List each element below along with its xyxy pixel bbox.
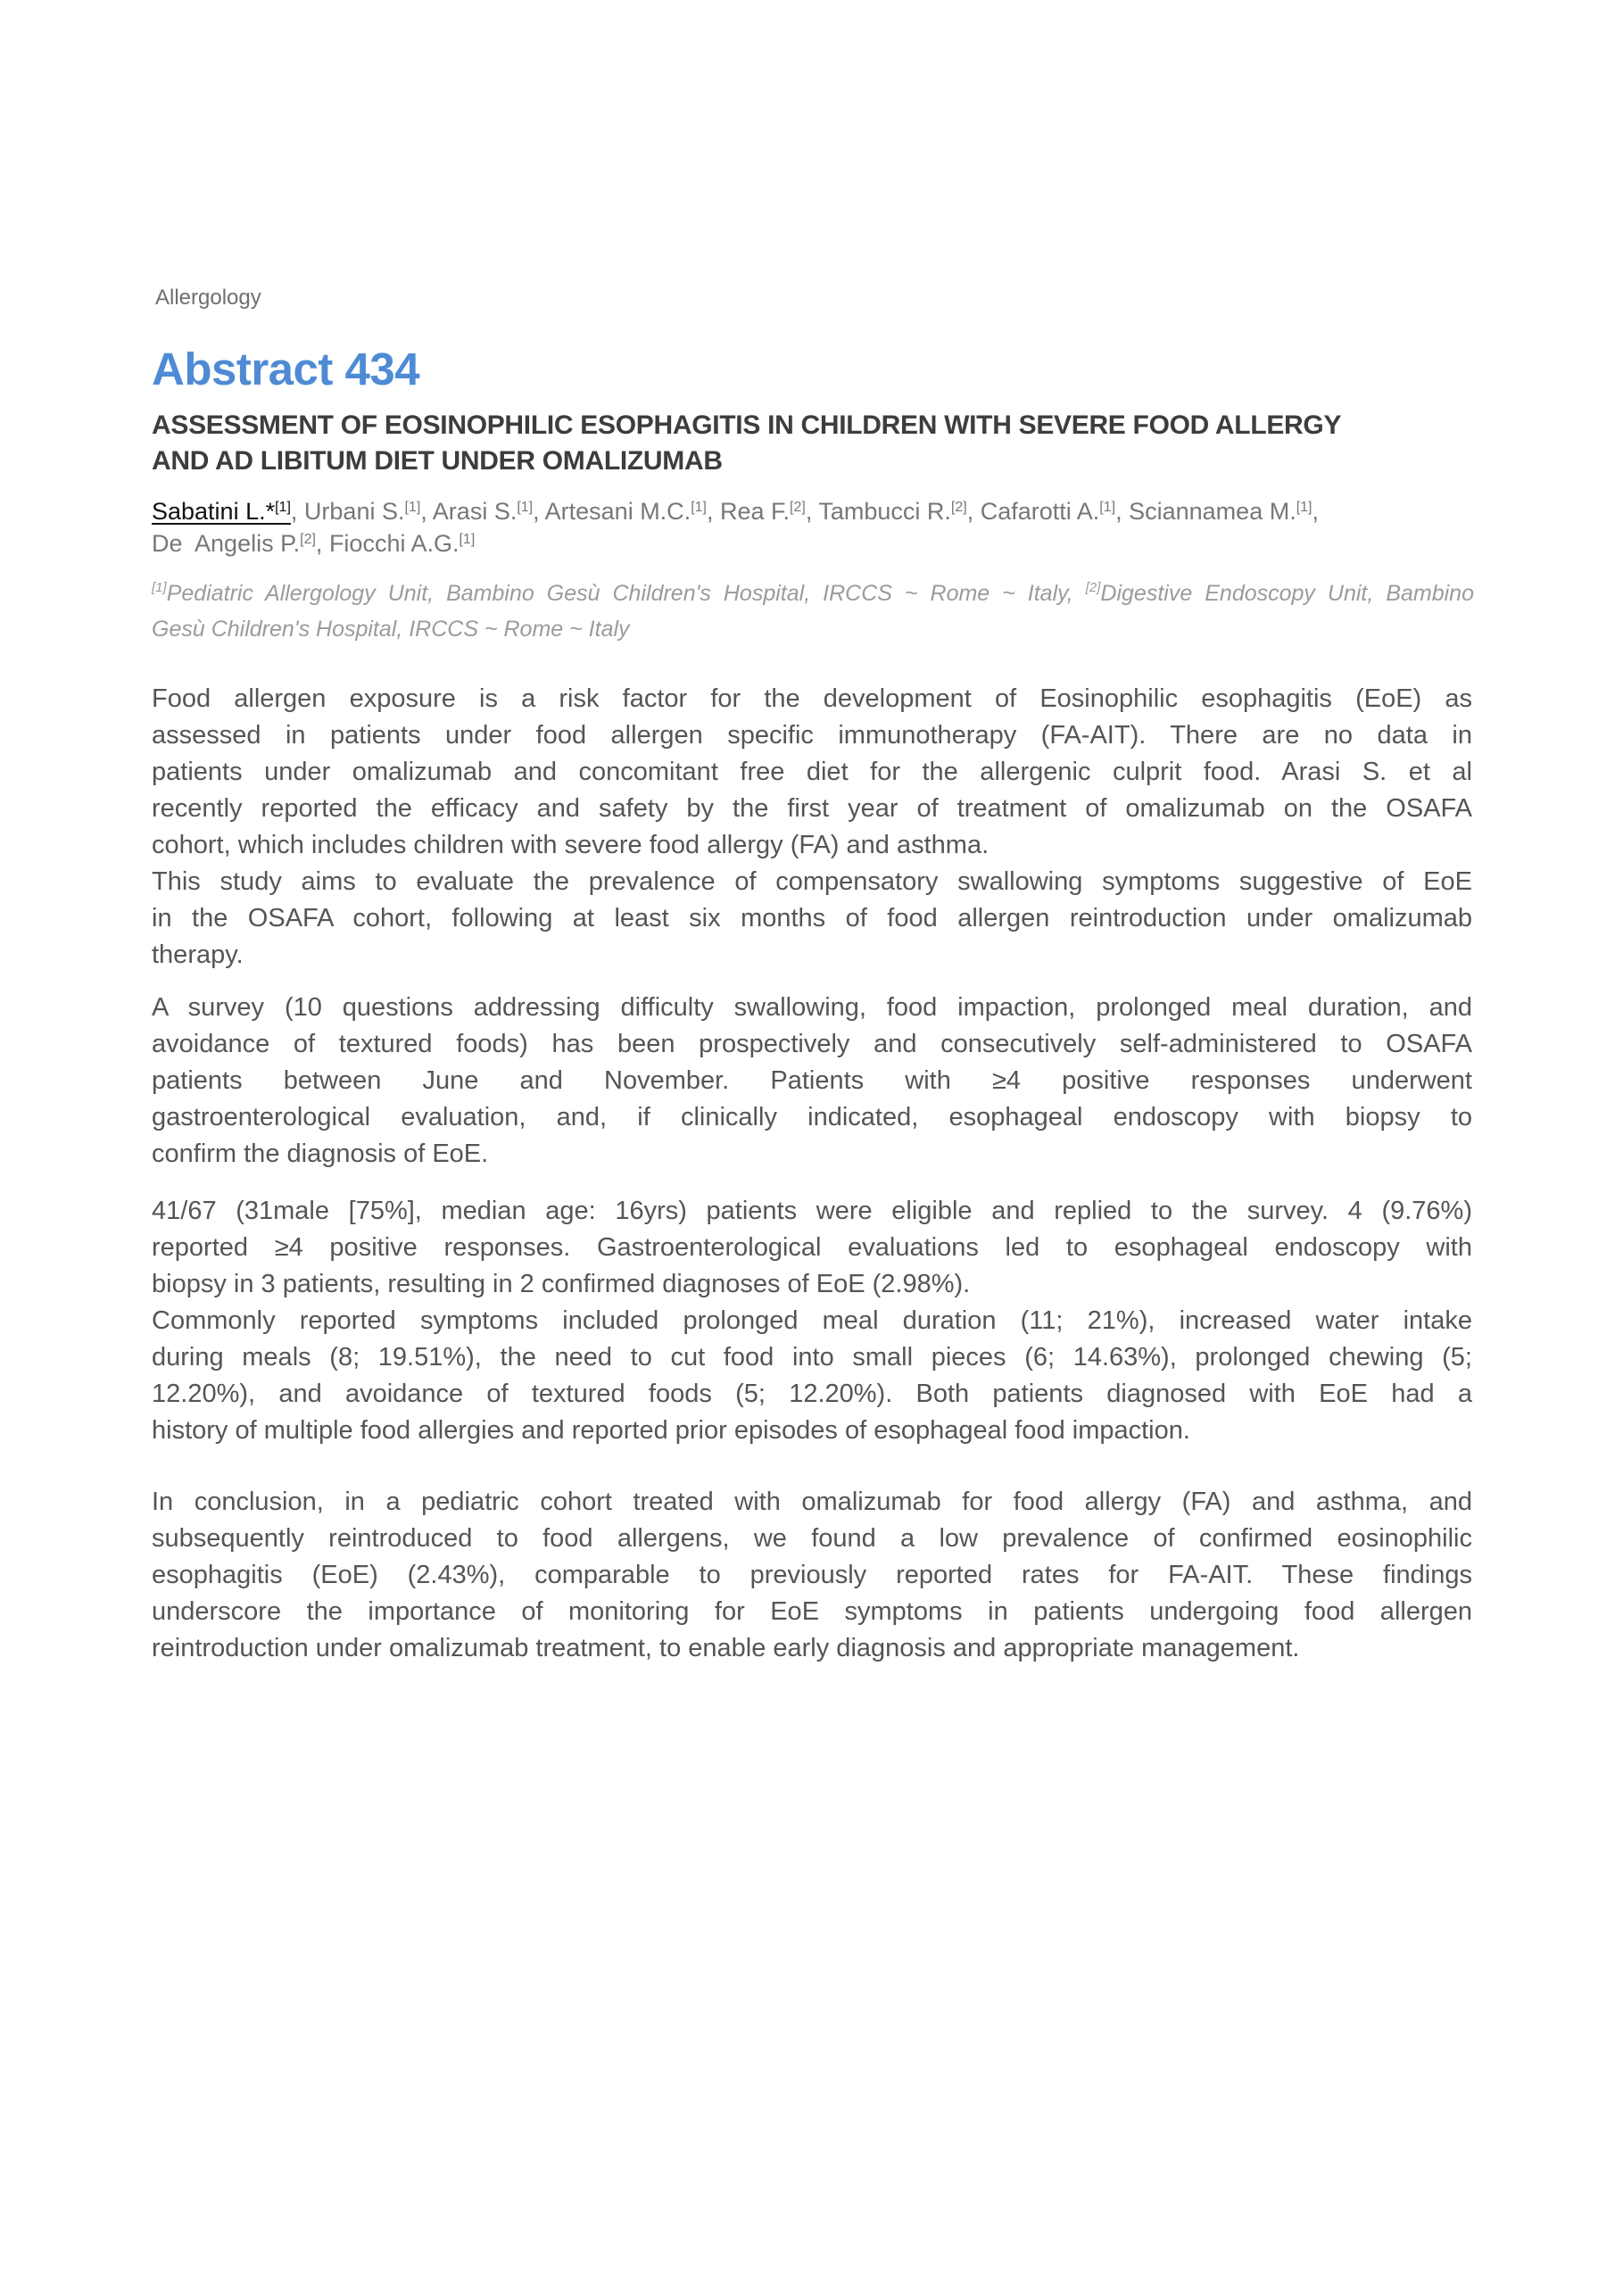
paragraph-line: history of multiple food allergies and reported prior episodes of esophageal food impaction. [152,1416,1190,1445]
author-name: Fiocchi A.G. [328,530,460,557]
paragraph-line: therapy. [152,941,244,969]
paragraph-line: Food allergen exposure is a risk factor for the development of Eosinophilic esophagitis (EoE) as [152,684,1472,713]
paragraph-line: 12.20%), and avoidance of textured foods (5; 12.20%). Both patients diagnosed with EoE had a [152,1380,1472,1408]
category-label: Allergology [155,286,261,310]
author-list-line-1 [152,495,1474,527]
author-name: Tambucci R. [818,498,951,525]
background-section [152,681,1472,974]
presenting-author [152,498,291,525]
methods-section [152,990,1472,1173]
paragraph [152,1193,1472,1303]
affiliation-marker: [1] [1099,500,1116,515]
paragraph-line: patients between June and November. Patients with ≥4 positive responses underwent [152,1066,1472,1095]
paragraph-line: reported ≥4 positive responses. Gastroenterological evaluations led to esophageal endoscopy with [152,1233,1472,1262]
paragraph-line: avoidance of textured foods) has been prospectively and consecutively self-administered to OSAFA [152,1030,1472,1058]
paragraph-line: patients under omalizumab and concomitant free diet for the allergenic culprit food. Arasi S. et al [152,758,1472,786]
paragraph-line: esophagitis (EoE) (2.43%), comparable to previously reported rates for FA-AIT. These findings [152,1561,1472,1589]
affiliation-marker: [1] [275,500,291,515]
author [818,498,966,525]
affiliation-text: Pediatric Allergology Unit, Bambino Gesù Children's Hospital, IRCCS ~ Rome ~ Italy, [166,581,1086,606]
paragraph-line: assessed in patients under food allergen specific immunotherapy (FA-AIT). There are no data in [152,721,1472,750]
paragraph [152,1303,1472,1449]
paragraph-line: 41/67 (31male [75%], median age: 16yrs) patients were eligible and replied to the survey. 4 (9.76%) [152,1197,1472,1225]
author-name: Sabatini L.* [152,498,276,525]
affiliation-marker: [1] [691,500,707,515]
paragraph [152,681,1472,864]
paragraph-line: reintroduction under omalizumab treatment, to enable early diagnosis and appropriate management. [152,1634,1300,1662]
affiliation-marker: [2] [790,500,806,515]
author-name: Rea F. [720,498,791,525]
author-name: Sciannamea M. [1129,498,1296,525]
results-section [152,1193,1472,1449]
conclusion-section [152,1484,1472,1667]
separator: , [966,498,981,525]
paragraph-line: A survey (10 questions addressing difficulty swallowing, food impaction, prolonged meal duration, and [152,993,1472,1022]
affiliation-marker: [2] [950,500,967,515]
author [329,530,475,557]
affiliation-marker: [1] [517,500,534,515]
separator: , [290,498,304,525]
author [433,498,533,525]
paragraph-line: biopsy in 3 patients, resulting in 2 confirmed diagnoses of EoE (2.98%). [152,1270,971,1298]
affiliations [152,576,1474,647]
separator: , [1312,498,1320,525]
paragraph-line: This study aims to evaluate the prevalence of compensatory swallowing symptoms suggestive of EoE [152,867,1472,896]
abstract-title-line: ASSESSMENT OF EOSINOPHILIC ESOPHAGITIS IN CHILDREN WITH SEVERE FOOD ALLERGY [152,410,1342,440]
author-list [152,495,1474,559]
paragraph-line: In conclusion, in a pediatric cohort treated with omalizumab for food allergy (FA) and asthma, and [152,1488,1472,1516]
paragraph-line: subsequently reintroduced to food allergens, we found a low prevalence of confirmed eosinophilic [152,1524,1472,1553]
paragraph-line: cohort, which includes children with severe food allergy (FA) and asthma. [152,831,990,859]
author [981,498,1115,525]
paragraph-line: Commonly reported symptoms included prolonged meal duration (11; 21%), increased water intake [152,1306,1472,1335]
paragraph-line: underscore the importance of monitoring for EoE symptoms in patients undergoing food allergen [152,1597,1472,1626]
author-name: Urbani S. [303,498,405,525]
separator: , [315,530,329,557]
separator: , [1115,498,1130,525]
separator: , [533,498,545,525]
abstract-title [152,408,1474,479]
affiliation-marker: [1] [152,580,167,595]
author-name: Artesani M.C. [544,498,691,525]
separator: , [805,498,819,525]
affiliation-marker: [1] [1296,500,1312,515]
paragraph-line: recently reported the efficacy and safety by the first year of treatment of omalizumab on the OSAFA [152,794,1472,823]
author [152,530,316,557]
separator: , [420,498,433,525]
abstract-title-line: AND AD LIBITUM DIET UNDER OMALIZUMAB [152,446,723,476]
author [545,498,707,525]
paragraph-line: during meals (8; 19.51%), the need to cut food into small pieces (6; 14.63%), prolonged chewing (5; [152,1343,1472,1372]
author [1129,498,1312,525]
paragraph-line: confirm the diagnosis of EoE. [152,1140,489,1168]
affiliation-marker: [2] [300,532,316,547]
paragraph-line: in the OSAFA cohort, following at least six months of food allergen reintroduction under omalizumab [152,904,1472,932]
author [720,498,806,525]
author-list-line-2 [152,527,1474,559]
author-name: De Angelis P. [152,530,301,557]
affiliation-line: Gesù Children's Hospital, IRCCS ~ Rome ~ Italy [152,617,630,642]
abstract-number-heading: Abstract 434 [152,344,420,394]
affiliation-marker: [1] [404,500,421,515]
paragraph [152,1484,1472,1667]
affiliation-marker: [2] [1085,580,1101,595]
paragraph [152,990,1472,1173]
author-name: Cafarotti A. [980,498,1100,525]
separator: , [706,498,720,525]
paragraph-line: gastroenterological evaluation, and, if clinically indicated, esophageal endoscopy with biopsy to [152,1103,1472,1131]
paragraph [152,864,1472,974]
affiliation-line [152,576,1474,611]
affiliation-marker: [1] [459,532,476,547]
author [304,498,420,525]
author-name: Arasi S. [432,498,518,525]
affiliation-text: Digestive Endoscopy Unit, Bambino [1100,581,1474,606]
